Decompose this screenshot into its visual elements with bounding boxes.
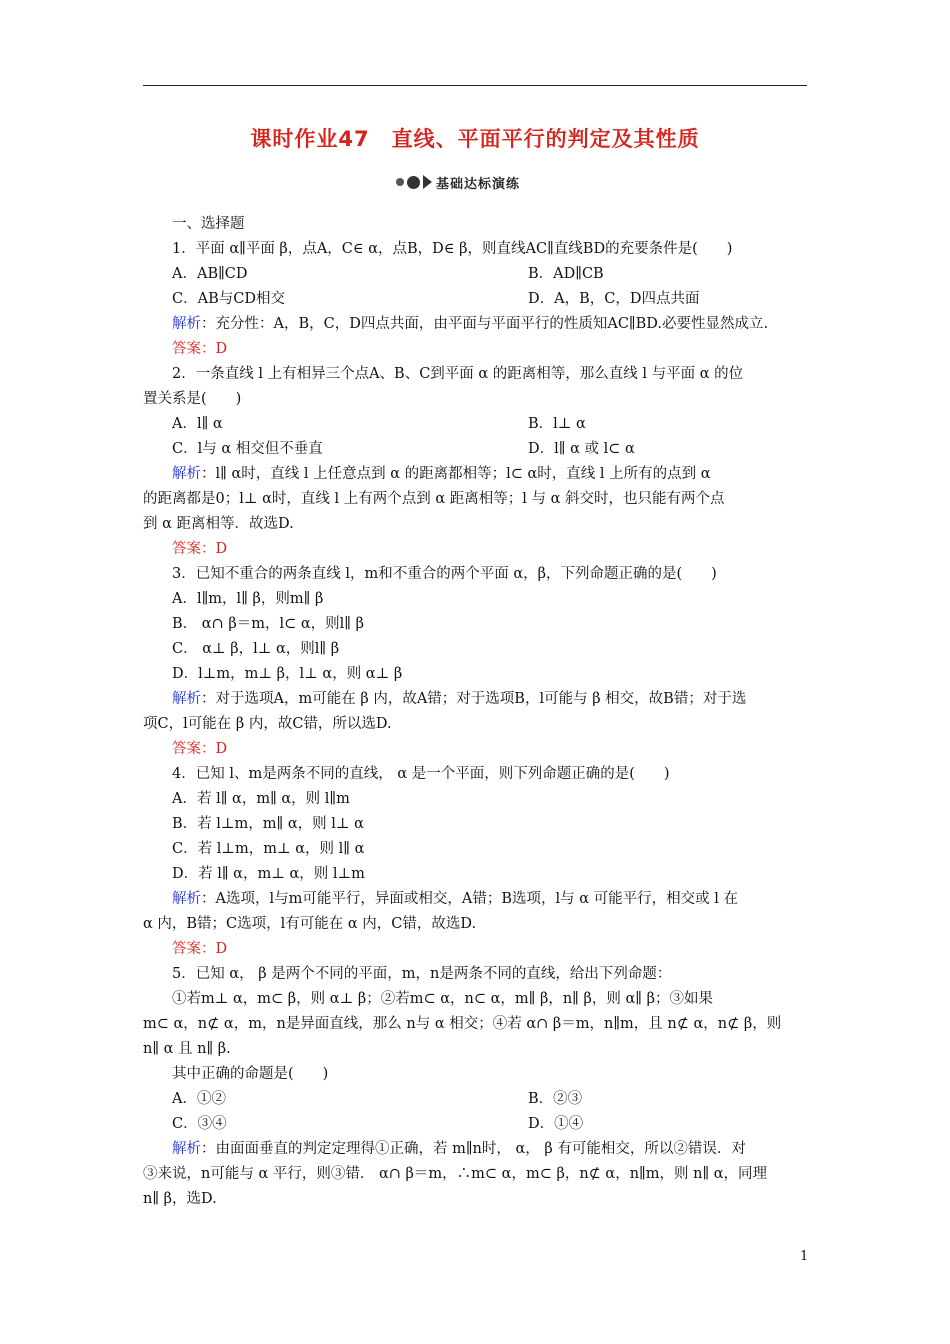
q1-options-row1 xyxy=(143,262,808,287)
analysis-label: 解析 xyxy=(172,1141,201,1157)
q2-option-c: C．l与 α 相交但不垂直 xyxy=(172,441,323,457)
q3-option-d: D．l⊥m，m⊥ β，l⊥ α，则 α⊥ β xyxy=(172,666,403,682)
page-number: 1 xyxy=(800,1249,809,1264)
q2-options-row1 xyxy=(143,412,808,437)
section-banner xyxy=(396,172,520,192)
page-title: 课时作业47 直线、平面平行的判定及其性质 xyxy=(250,127,700,151)
header-rule xyxy=(143,85,807,86)
q2-option-b: B．l⊥ α xyxy=(528,416,586,432)
q3-analysis-text: ：对于选项A，m可能在 β 内，故A错；对于选项B，l可能与 β 相交，故B错；对于选 xyxy=(201,691,747,707)
q1-option-b: B．AD∥CB xyxy=(528,266,604,282)
q5-option-d: D．①④ xyxy=(528,1116,584,1132)
answer-value: ：D xyxy=(201,741,228,757)
q2-analysis-line3: 到 α 距离相等．故选D. xyxy=(143,516,294,532)
analysis-label: 解析 xyxy=(172,691,201,707)
q4-stem: 4．已知 l、m是两条不同的直线， α 是一个平面，则下列命题正确的是( ) xyxy=(172,766,670,782)
q2-stem-line2: 置关系是( ) xyxy=(143,391,242,407)
q1-analysis xyxy=(143,312,808,337)
q5-question: 其中正确的命题是( ) xyxy=(172,1066,329,1082)
q2-option-a: A．l∥ α xyxy=(172,416,223,432)
analysis-label: 解析 xyxy=(172,316,201,332)
arrow-icon xyxy=(423,175,432,189)
answer-label: 答案 xyxy=(172,941,201,957)
q3-answer xyxy=(143,737,808,762)
q4-analysis-line2: α 内，B错；C选项，l有可能在 α 内，C错，故选D. xyxy=(143,916,477,932)
q5-statements-line2: m⊂ α，n⊄ α，m，n是异面直线，那么 n与 α 相交；④若 α∩ β＝m，n∥m，且 n⊄ α，n⊄ β，则 xyxy=(143,1016,782,1032)
q2-analysis-line1 xyxy=(143,462,808,487)
q4-option-a: A．若 l∥ α，m∥ α，则 l∥m xyxy=(172,791,350,807)
q5-analysis-text: ：由面面垂直的判定定理得①正确，若 m∥n时， α， β 有可能相交，所以②错误．对 xyxy=(201,1141,746,1157)
q5-option-c: C．③④ xyxy=(172,1116,227,1132)
q4-option-d: D．若 l∥ α，m⊥ α，则 l⊥m xyxy=(172,866,365,882)
banner-label: 基础达标演练 xyxy=(436,176,521,192)
q3-option-b: B． α∩ β＝m，l⊂ α，则l∥ β xyxy=(172,616,364,632)
q2-analysis-text: ：l∥ α时，直线 l 上任意点到 α 的距离都相等；l⊂ α时，直线 l 上所有的点到 α xyxy=(201,466,711,482)
q3-option-c: C． α⊥ β，l⊥ α，则l∥ β xyxy=(172,641,340,657)
q5-option-b: B．②③ xyxy=(528,1091,583,1107)
q2-options-row2 xyxy=(143,437,808,462)
q5-statements-line1: ①若m⊥ α，m⊂ β，则 α⊥ β；②若m⊂ α，n⊂ α，m∥ β，n∥ β，则 α∥ β；③如果 xyxy=(172,991,713,1007)
answer-value: ：D xyxy=(201,941,228,957)
q1-option-c: C．AB与CD相交 xyxy=(172,291,285,307)
answer-value: ：D xyxy=(201,541,228,557)
q5-statements-line3: n∥ α 且 n∥ β. xyxy=(143,1041,231,1057)
q3-analysis-line2: 项C，l可能在 β 内，故C错，所以选D. xyxy=(143,716,392,732)
q4-analysis-line1 xyxy=(143,887,808,912)
q5-analysis-line2: ③来说，n可能与 α 平行，则③错． α∩ β＝m，∴m⊂ α，m⊂ β，n⊄ α，n∥m，则 n∥ α，同理 xyxy=(143,1166,768,1182)
q1-option-d: D．A，B，C，D四点共面 xyxy=(528,291,700,307)
q5-stem: 5．已知 α， β 是两个不同的平面，m，n是两条不同的直线，给出下列命题： xyxy=(172,966,672,982)
answer-label: 答案 xyxy=(172,741,201,757)
q4-analysis-text: ：A选项，l与m可能平行，异面或相交，A错；B选项，l与 α 可能平行，相交或 l 在 xyxy=(201,891,738,907)
q5-analysis-line3: n∥ β，选D. xyxy=(143,1191,217,1207)
q1-analysis-text: ：充分性：A，B，C，D四点共面，由平面与平面平行的性质知AC∥BD.必要性显然成立. xyxy=(201,316,769,332)
q5-options-row1 xyxy=(143,1087,808,1112)
q4-answer xyxy=(143,937,808,962)
analysis-label: 解析 xyxy=(172,466,201,482)
answer-value: ：D xyxy=(201,341,228,357)
q5-options-row2 xyxy=(143,1112,808,1137)
document-body xyxy=(143,212,808,1212)
q1-stem: 1．平面 α∥平面 β，点A，C∈ α，点B，D∈ β，则直线AC∥直线BD的充要条件是( ) xyxy=(172,241,733,257)
small-dot-icon xyxy=(396,178,404,186)
q5-option-a: A．①② xyxy=(172,1091,226,1107)
answer-label: 答案 xyxy=(172,341,201,357)
answer-label: 答案 xyxy=(172,541,201,557)
q2-analysis-line2: 的距离都是0；l⊥ α时，直线 l 上有两个点到 α 距离相等；l 与 α 斜交时，也只能有两个点 xyxy=(143,491,725,507)
analysis-label: 解析 xyxy=(172,891,201,907)
section-heading: 一、选择题 xyxy=(172,216,245,232)
q3-stem: 3．已知不重合的两条直线 l，m和不重合的两个平面 α，β，下列命题正确的是( ) xyxy=(172,566,717,582)
q3-option-a: A．l∥m，l∥ β，则m∥ β xyxy=(172,591,324,607)
q2-answer xyxy=(143,537,808,562)
q5-analysis-line1 xyxy=(143,1137,808,1162)
q3-analysis-line1 xyxy=(143,687,808,712)
large-dot-icon xyxy=(407,176,420,189)
q1-answer xyxy=(143,337,808,362)
q1-options-row2 xyxy=(143,287,808,312)
q1-option-a: A．AB∥CD xyxy=(172,266,248,282)
q2-stem-line1: 2．一条直线 l 上有相异三个点A、B、C到平面 α 的距离相等，那么直线 l 与平面 α 的位 xyxy=(172,366,744,382)
q4-option-b: B．若 l⊥m，m∥ α，则 l⊥ α xyxy=(172,816,364,832)
q2-option-d: D．l∥ α 或 l⊂ α xyxy=(528,441,635,457)
q4-option-c: C．若 l⊥m，m⊥ α，则 l∥ α xyxy=(172,841,365,857)
